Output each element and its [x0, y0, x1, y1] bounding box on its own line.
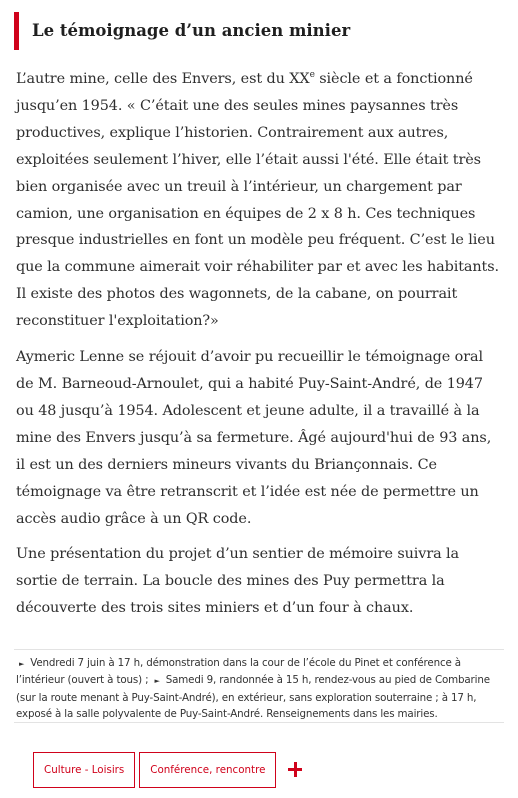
plus-icon[interactable] — [284, 759, 306, 781]
paragraph-mine-envers — [16, 66, 504, 335]
article-body — [16, 66, 504, 631]
tag-conference-rencontre[interactable]: Conférence, rencontre — [139, 752, 276, 788]
section-heading: Le témoignage d’un ancien minier — [14, 12, 504, 50]
paragraph-text: L’autre mine, celle des Envers, est du XX — [16, 71, 310, 87]
triangle-bullet-icon: ► — [154, 677, 160, 686]
paragraph-testimony: Aymeric Lenne se réjouit d’avoir pu recueillir le témoignage oral de M. Barneoud-Arnoulet, qui a habité Puy-Saint-André, de 1947 ou 48 jusqu’à 1954. Adolescent et jeune adulte, il a travaillé à la mine des Envers jusqu’à sa fermeture. Âgé aujourd'hui de 93 ans, il est un des derniers mineurs vivants du Briançonnais. Ce témoignage va être retranscrit et l’idée est née de permettre un accès audio grâce à un QR code. — [16, 349, 492, 527]
triangle-bullet-icon: ► — [19, 660, 25, 668]
event-item-friday: Vendredi 7 juin à 17 h, démonstration dans la cour de l’école du Pinet et conférence à l’intérieur (ouvert à tous) ; — [16, 657, 461, 687]
paragraph-text: siècle et a fonctionné jusqu’en 1954. « C’était une des seules mines paysannes très productives, explique l’historien. Contrairement aux autres, exploitées seulement l’hiver, elle l’était aussi l'été. Elle était très bien organisée avec un treuil à l’intérieur, un chargement par camion, une organisation en équipes de 2 x 8 h. Ces techniques presque industrielles en font un modèle peu fréquent. C’est le lieu que la commune aimerait voir réhabiliter par et avec les habitants. Il existe des photos des wagonnets, de la cabane, on pourrait reconstituer l'exploitation?» — [16, 71, 499, 330]
tag-culture-loisirs[interactable]: Culture - Loisirs — [33, 752, 135, 788]
century-superscript: e — [309, 70, 315, 81]
event-item-saturday: Samedi 9, randonnée à 15 h, rendez-vous au pied de Combarine (sur la route menant à Puy-Saint-André), en extérieur, sans exploration souterraine ; à 17 h, exposé à la salle polyvalente de Puy-Saint-André. Renseignements dans les mairies. — [16, 674, 490, 721]
tag-list — [33, 752, 306, 788]
event-info-box — [14, 649, 504, 723]
paragraph-presentation: Une présentation du projet d’un sentier de mémoire suivra la sortie de terrain. La boucle des mines des Puy permettra la découverte des trois sites miniers et d’un four à chaux. — [16, 546, 460, 617]
